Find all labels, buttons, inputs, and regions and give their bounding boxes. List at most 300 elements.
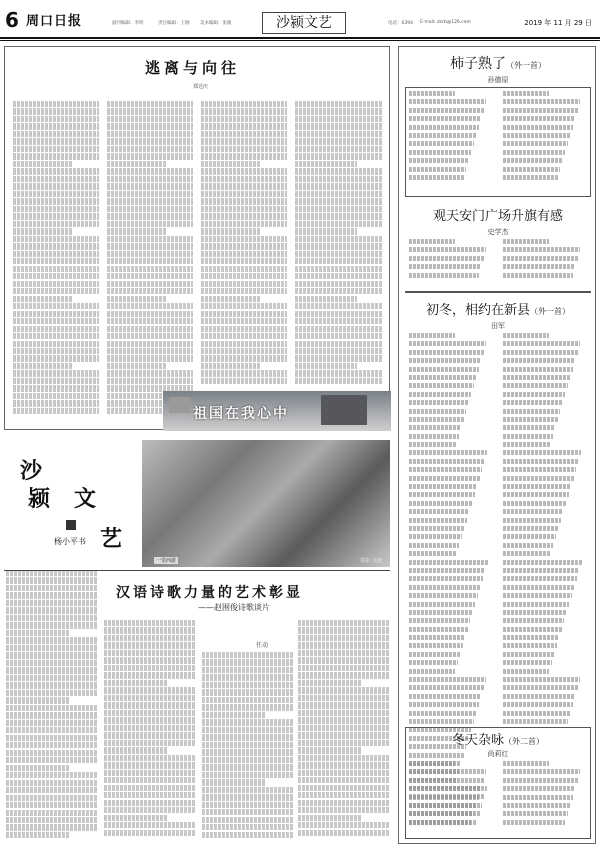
poem-line: [503, 585, 574, 590]
text-line: [104, 770, 196, 776]
text-line: [201, 348, 287, 354]
text-line: [295, 236, 383, 242]
text-line: [13, 206, 99, 212]
header-rule-thin: [0, 40, 600, 41]
poem-line: [503, 568, 579, 573]
text-line: [6, 585, 98, 591]
text-line: [13, 385, 99, 391]
text-line: [13, 153, 99, 159]
poem-line: [503, 150, 565, 155]
poem-line: [503, 669, 549, 674]
poem-line: [409, 492, 475, 497]
text-line: [295, 101, 383, 107]
poem-line: [409, 635, 465, 640]
poem-line: [409, 417, 464, 422]
text-line: [298, 822, 390, 828]
poem-line: [503, 141, 568, 146]
poem-line: [503, 273, 573, 278]
text-line: [295, 176, 383, 182]
text-line: [6, 705, 98, 711]
text-line: [13, 370, 99, 376]
text-line: [6, 697, 70, 703]
poem-line: [409, 711, 476, 716]
text-line: [107, 206, 193, 212]
text-line: [298, 762, 390, 768]
text-line: [6, 824, 98, 830]
text-line: [298, 657, 390, 663]
poem-line: [503, 450, 581, 455]
poem-line: [409, 375, 476, 380]
text-line: [107, 378, 193, 384]
text-line: [13, 146, 99, 152]
text-line: [202, 652, 294, 658]
text-line: [104, 822, 196, 828]
poetry-column: [398, 46, 596, 844]
text-line: [13, 378, 99, 384]
poem-line: [503, 593, 572, 598]
calligraphy-char-4: 艺: [100, 526, 123, 552]
text-line: [13, 116, 99, 122]
text-line: [202, 757, 294, 763]
poem-1-col-2: [503, 91, 587, 191]
poem-line: [503, 247, 580, 252]
text-line: [6, 682, 98, 688]
poem-2-col-2: [503, 239, 587, 283]
text-line: [13, 213, 99, 219]
text-line: [6, 750, 98, 756]
poem-line: [409, 175, 464, 180]
text-line: [201, 370, 287, 376]
main-article: [4, 46, 390, 430]
poem-line: [503, 409, 560, 414]
poem-line: [503, 434, 553, 439]
text-line: [298, 777, 390, 783]
poem-1-title: 柿子熟了（外一首）: [450, 56, 546, 72]
text-line: [298, 642, 390, 648]
poem-line: [409, 769, 486, 774]
calligraphy-char-1: 沙: [20, 458, 43, 484]
text-line: [298, 725, 390, 731]
poem-line: [503, 400, 563, 405]
text-line: [295, 326, 383, 332]
text-line: [13, 408, 99, 414]
banner-image: [163, 391, 391, 431]
poem-line: [503, 125, 573, 130]
text-line: [6, 615, 98, 621]
editor-info: 副刊编辑：李明: [112, 21, 144, 26]
text-line: [13, 266, 99, 272]
text-line: [201, 206, 287, 212]
text-line: [201, 318, 287, 324]
poem-line: [409, 786, 481, 791]
text-line: [201, 116, 287, 122]
text-line: [295, 363, 357, 369]
text-line: [107, 198, 193, 204]
text-line: [295, 161, 357, 167]
text-line: [202, 817, 294, 823]
text-line: [6, 622, 98, 628]
text-line: [298, 785, 390, 791]
poem-line: [409, 358, 481, 363]
poem-line: [503, 392, 565, 397]
text-line: [201, 236, 287, 242]
text-line: [13, 228, 73, 234]
text-line: [6, 607, 98, 613]
text-line: [201, 183, 287, 189]
text-line: [104, 800, 196, 806]
poem-line: [503, 133, 570, 138]
text-line: [6, 720, 98, 726]
poem-1-col-1: [409, 91, 493, 191]
text-line: [107, 363, 167, 369]
poem-line: [503, 677, 580, 682]
text-line: [295, 131, 383, 137]
text-line: [107, 318, 193, 324]
text-line: [298, 732, 390, 738]
text-line: [202, 764, 294, 770]
text-line: [104, 642, 196, 648]
text-line: [13, 161, 73, 167]
main-article-author: 郑达庆: [193, 84, 209, 90]
photo-caption: 一里西游: [156, 558, 177, 564]
text-line: [107, 123, 193, 129]
poem-line: [503, 778, 578, 783]
text-line: [13, 363, 73, 369]
poem-line: [409, 685, 484, 690]
text-line: [202, 689, 294, 695]
text-line: [6, 817, 98, 823]
poem-line: [503, 543, 553, 548]
poem-line: [503, 811, 568, 816]
text-line: [201, 168, 287, 174]
poem-line: [503, 501, 566, 506]
poem-line: [503, 820, 565, 825]
poem-line: [503, 551, 551, 556]
calligraphy-char-2: 颍: [28, 486, 51, 512]
text-line: [104, 740, 196, 746]
poem-2-title: 观天安门广场升旗有感: [432, 209, 563, 224]
text-line: [104, 785, 196, 791]
text-line: [107, 101, 193, 107]
poem-line: [503, 467, 576, 472]
page-number: 6: [5, 8, 19, 32]
text-line: [13, 303, 99, 309]
text-line: [201, 326, 287, 332]
text-line: [107, 281, 193, 287]
poem-line: [503, 635, 559, 640]
text-line: [107, 153, 193, 159]
text-line: [201, 355, 287, 361]
text-line: [104, 830, 196, 836]
text-line: [107, 266, 193, 272]
poem-line: [503, 660, 552, 665]
text-line: [13, 176, 99, 182]
tiananmen-icon: [321, 395, 367, 425]
poem-line: [503, 576, 577, 581]
text-line: [107, 251, 193, 257]
poem-line: [409, 560, 488, 565]
poem-line: [503, 685, 578, 690]
text-line: [201, 251, 287, 257]
text-line: [13, 131, 99, 137]
poem-line: [409, 669, 455, 674]
poem-line: [503, 786, 575, 791]
poem-line: [503, 719, 568, 724]
text-line: [107, 191, 193, 197]
poem-line: [503, 627, 562, 632]
text-line: [6, 765, 70, 771]
text-line: [13, 123, 99, 129]
poem-line: [503, 158, 563, 163]
poem-line: [503, 795, 573, 800]
text-line: [6, 600, 98, 606]
poem-line: [503, 602, 569, 607]
poem-line: [409, 501, 472, 506]
poem-line: [409, 333, 455, 338]
poem-line: [503, 518, 561, 523]
text-line: [202, 682, 294, 688]
second-article-author: 任动: [256, 642, 269, 649]
text-line: [104, 657, 196, 663]
text-line: [202, 779, 266, 785]
text-line: [201, 176, 287, 182]
text-line: [295, 108, 383, 114]
text-line: [104, 680, 168, 686]
text-line: [104, 650, 196, 656]
poem-line: [503, 350, 578, 355]
poem-line: [409, 383, 474, 388]
text-line: [107, 176, 193, 182]
text-line: [295, 333, 383, 339]
text-line: [201, 378, 287, 384]
poem-line: [409, 239, 455, 244]
text-line: [295, 191, 383, 197]
poem-line: [409, 778, 484, 783]
poem-line: [503, 116, 575, 121]
text-line: [201, 108, 287, 114]
poem-line: [409, 484, 477, 489]
text-line: [201, 131, 287, 137]
landscape-photo: [142, 440, 390, 567]
poem-line: [503, 167, 560, 172]
text-line: [298, 687, 390, 693]
poem-line: [503, 91, 549, 96]
second-article-col-4: [298, 620, 390, 842]
text-line: [298, 680, 362, 686]
text-line: [104, 755, 196, 761]
main-article-col-3: [201, 101, 287, 387]
text-line: [202, 794, 294, 800]
text-line: [295, 288, 383, 294]
poem-line: [503, 425, 555, 430]
text-line: [6, 675, 98, 681]
text-line: [295, 303, 383, 309]
text-line: [295, 123, 383, 129]
calligraphy-char-3: 文: [74, 486, 97, 512]
poem-line: [409, 820, 471, 825]
text-line: [107, 138, 193, 144]
poem-line: [503, 476, 574, 481]
poem-line: [409, 350, 484, 355]
text-line: [107, 228, 167, 234]
flag-icon: [169, 397, 191, 413]
text-line: [104, 672, 196, 678]
text-line: [13, 198, 99, 204]
text-line: [201, 303, 287, 309]
text-line: [295, 138, 383, 144]
text-line: [6, 810, 98, 816]
newspaper-logo: 周口日报: [26, 14, 83, 29]
header-rule: [0, 37, 600, 39]
text-line: [104, 687, 196, 693]
text-line: [13, 326, 99, 332]
text-line: [298, 695, 390, 701]
poem-line: [503, 643, 557, 648]
poem-line: [409, 400, 469, 405]
poem-line: [409, 660, 458, 665]
poem-line: [409, 367, 479, 372]
text-line: [107, 146, 193, 152]
text-line: [295, 341, 383, 347]
text-line: [201, 198, 287, 204]
poem-line: [503, 99, 580, 104]
second-article-col-3: [202, 652, 294, 842]
poem-line: [503, 769, 580, 774]
text-line: [6, 757, 98, 763]
poem-line: [409, 702, 479, 707]
text-line: [6, 795, 98, 801]
text-line: [295, 266, 383, 272]
poem-line: [409, 434, 459, 439]
text-line: [6, 652, 98, 658]
poem-line: [409, 627, 468, 632]
text-line: [201, 191, 287, 197]
poem-line: [409, 99, 486, 104]
text-line: [298, 702, 390, 708]
text-line: [202, 674, 294, 680]
poem-line: [409, 534, 462, 539]
text-line: [201, 221, 287, 227]
text-line: [298, 650, 390, 656]
poem-line: [409, 585, 480, 590]
text-line: [201, 266, 287, 272]
text-line: [6, 660, 98, 666]
text-line: [13, 243, 99, 249]
text-line: [201, 333, 287, 339]
text-line: [107, 221, 193, 227]
text-line: [201, 213, 287, 219]
text-line: [104, 702, 196, 708]
text-line: [13, 333, 99, 339]
text-line: [202, 772, 294, 778]
text-line: [104, 732, 196, 738]
poem-line: [503, 367, 573, 372]
poem-line: [503, 534, 556, 539]
poem-line: [503, 484, 571, 489]
text-line: [201, 258, 287, 264]
text-line: [104, 792, 196, 798]
text-line: [104, 635, 196, 641]
text-line: [298, 627, 390, 633]
poem-line: [503, 264, 575, 269]
text-line: [201, 138, 287, 144]
text-line: [295, 116, 383, 122]
text-line: [201, 123, 287, 129]
poem-line: [503, 239, 549, 244]
poem-line: [409, 141, 474, 146]
poem-line: [503, 761, 549, 766]
poem-line: [503, 492, 569, 497]
text-line: [295, 318, 383, 324]
text-line: [107, 370, 193, 376]
text-line: [107, 273, 193, 279]
text-line: [107, 116, 193, 122]
text-line: [295, 378, 383, 384]
poem-4-col-2: [503, 761, 587, 835]
poem-3-author: 田军: [491, 322, 505, 330]
poem-line: [409, 425, 461, 430]
poem-line: [503, 618, 564, 623]
text-line: [201, 228, 261, 234]
text-line: [298, 740, 390, 746]
poem-line: [409, 811, 474, 816]
text-line: [107, 183, 193, 189]
poem-line: [503, 417, 558, 422]
text-line: [201, 341, 287, 347]
text-line: [202, 719, 294, 725]
text-line: [201, 281, 287, 287]
poem-4-col-1: [409, 761, 493, 835]
text-line: [202, 712, 266, 718]
poem-line: [409, 652, 460, 657]
text-line: [13, 221, 99, 227]
poem-line: [503, 459, 579, 464]
text-line: [107, 243, 193, 249]
text-line: [104, 665, 196, 671]
main-article-title: 逃离与向往: [145, 59, 241, 77]
poem-line: [409, 803, 476, 808]
text-line: [202, 824, 294, 830]
text-line: [202, 802, 294, 808]
text-line: [104, 777, 196, 783]
text-line: [107, 296, 167, 302]
poem-line: [409, 459, 485, 464]
editor-info-3: 美术编辑：张敏: [200, 21, 232, 26]
poem-line: [409, 476, 480, 481]
text-line: [13, 355, 99, 361]
text-line: [6, 735, 98, 741]
text-line: [6, 727, 98, 733]
text-line: [201, 288, 287, 294]
text-line: [298, 800, 390, 806]
poem-line: [503, 383, 568, 388]
text-line: [6, 832, 70, 838]
text-line: [13, 400, 99, 406]
text-line: [298, 747, 362, 753]
poem-line: [409, 543, 459, 548]
text-line: [202, 659, 294, 665]
text-line: [295, 228, 357, 234]
text-line: [6, 772, 98, 778]
text-line: [202, 787, 294, 793]
text-line: [295, 183, 383, 189]
text-line: [295, 355, 383, 361]
text-line: [107, 161, 167, 167]
page-header: [0, 0, 600, 40]
text-line: [6, 690, 98, 696]
editor-info-2: 责任编辑：王刚: [158, 21, 190, 26]
text-line: [202, 832, 294, 838]
